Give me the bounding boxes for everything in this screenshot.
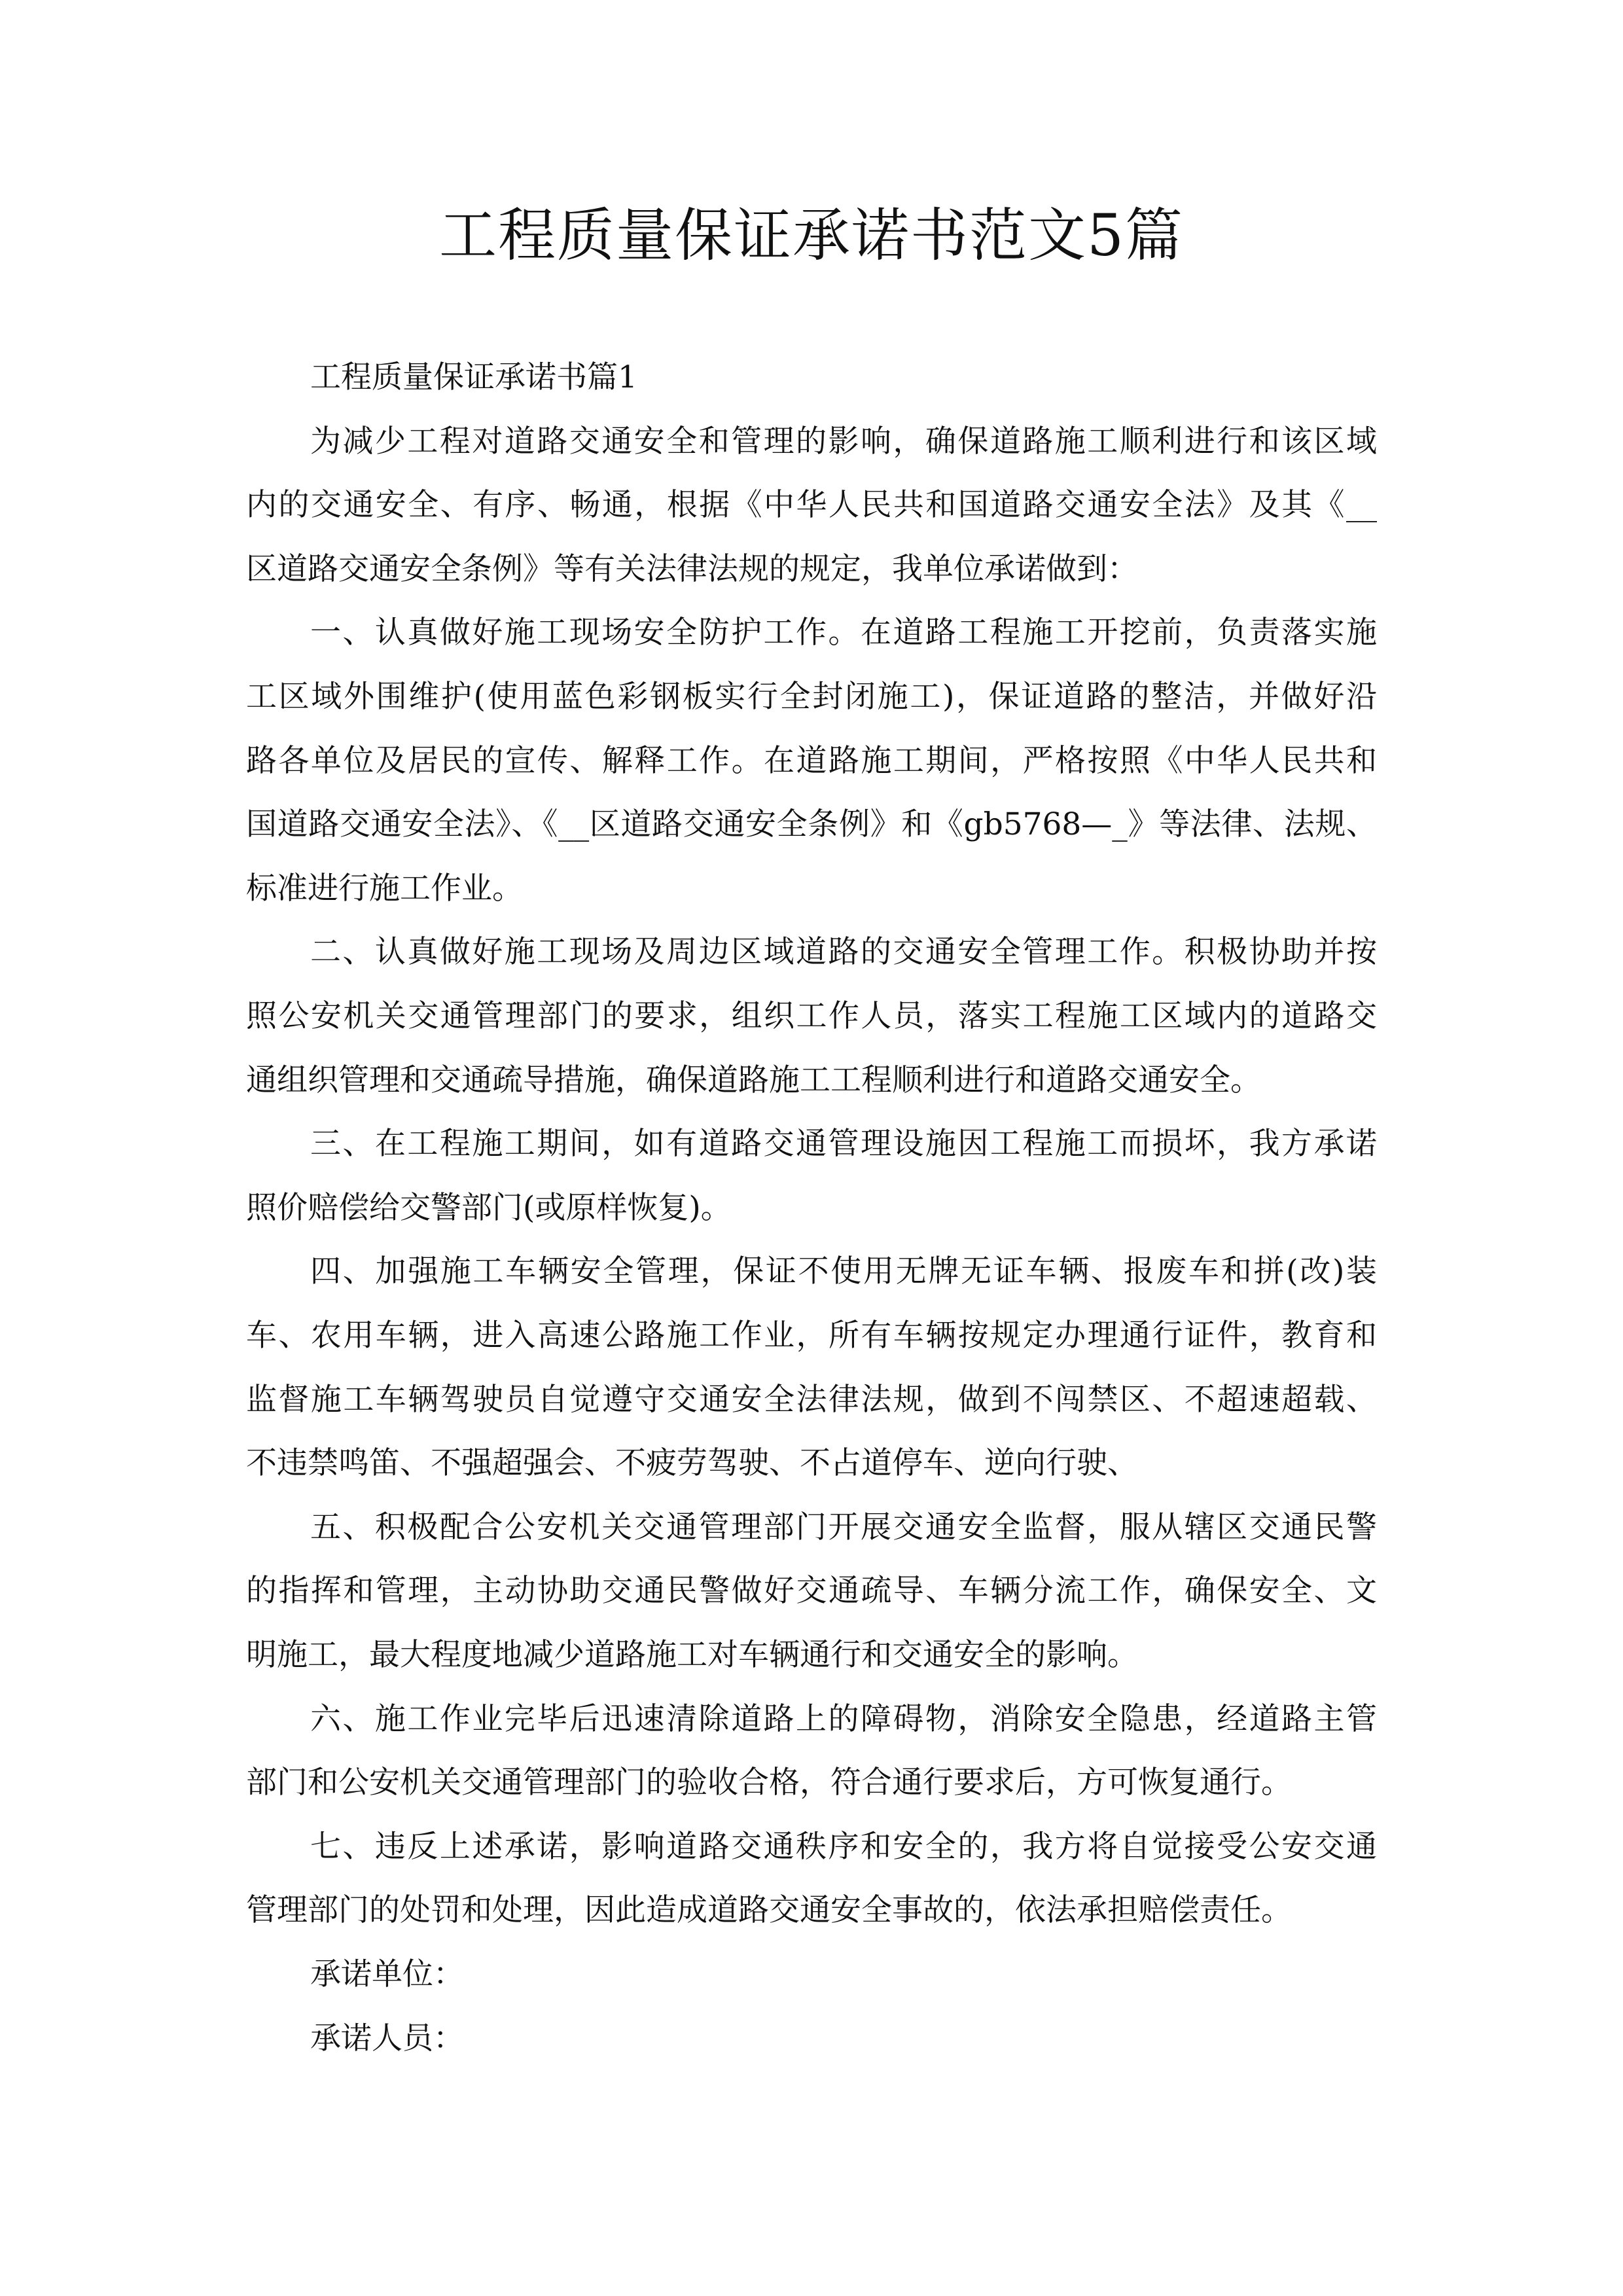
text-line: 部门和公安机关交通管理部门的验收合格，符合通行要求后，方可恢复通行。 <box>246 1765 1292 1801</box>
text-line: 承诺单位： <box>310 1956 464 1992</box>
text-line: 不违禁鸣笛、不强超强会、不疲劳驾驶、不占道停车、逆向行驶、 <box>246 1445 1138 1482</box>
document-title: 工程质量保证承诺书范文5篇 <box>439 202 1184 269</box>
text-line: 为减少工程对道路交通安全和管理的影响，确保道路施工顺利进行和该区域 <box>310 423 1377 459</box>
text-line: 七、违反上述承诺，影响道路交通秩序和安全的，我方将自觉接受公安交通 <box>310 1828 1377 1865</box>
text-line: 区道路交通安全条例》等有关法律法规的规定，我单位承诺做到： <box>246 550 1138 587</box>
text-line: 一、认真做好施工现场安全防护工作。在道路工程施工开挖前，负责落实施 <box>310 615 1377 651</box>
text-line: 承诺人员： <box>310 2020 464 2056</box>
text-line: 五、积极配合公安机关交通管理部门开展交通安全监督，服从辖区交通民警 <box>310 1509 1377 1545</box>
text-line: 车、农用车辆，进入高速公路施工作业，所有车辆按规定办理通行证件，教育和 <box>246 1318 1377 1354</box>
text-line: 监督施工车辆驾驶员自觉遵守交通安全法律法规，做到不闯禁区、不超速超载、 <box>246 1381 1377 1418</box>
text-line: 标准进行施工作业。 <box>246 870 523 906</box>
text-line: 四、加强施工车辆安全管理，保证不使用无牌无证车辆、报废车和拼(改)装 <box>310 1253 1377 1290</box>
text-line: 六、施工作业完毕后迅速清除道路上的障碍物，消除安全隐患，经道路主管 <box>310 1700 1377 1737</box>
text-line: 管理部门的处罚和处理，因此造成道路交通安全事故的，依法承担赔偿责任。 <box>246 1892 1292 1929</box>
text-line: 二、认真做好施工现场及周边区域道路的交通安全管理工作。积极协助并按 <box>310 934 1377 971</box>
text-line: 路各单位及居民的宣传、解释工作。在道路施工期间，严格按照《中华人民共和 <box>246 742 1377 779</box>
text-line: 的指挥和管理，主动协助交通民警做好交通疏导、车辆分流工作，确保安全、文 <box>246 1573 1377 1609</box>
text-line: 工程质量保证承诺书篇1 <box>310 359 637 395</box>
text-line: 国道路交通安全法》、《__区道路交通安全条例》和《gb5768—_》等法律、法规、 <box>246 806 1377 843</box>
text-line: 照价赔偿给交警部门(或原样恢复)。 <box>246 1189 732 1226</box>
text-line: 内的交通安全、有序、畅通，根据《中华人民共和国道路交通安全法》及其《__ <box>246 487 1377 524</box>
text-line: 照公安机关交通管理部门的要求，组织工作人员，落实工程施工区域内的道路交 <box>246 998 1377 1034</box>
text-line: 通组织管理和交通疏导措施，确保道路施工工程顺利进行和道路交通安全。 <box>246 1062 1261 1098</box>
text-line: 三、在工程施工期间，如有道路交通管理设施因工程施工而损坏，我方承诺 <box>310 1126 1377 1162</box>
text-line: 明施工，最大程度地减少道路施工对车辆通行和交通安全的影响。 <box>246 1637 1138 1673</box>
text-line: 工区域外围维护(使用蓝色彩钢板实行全封闭施工)，保证道路的整洁，并做好沿 <box>246 679 1377 715</box>
